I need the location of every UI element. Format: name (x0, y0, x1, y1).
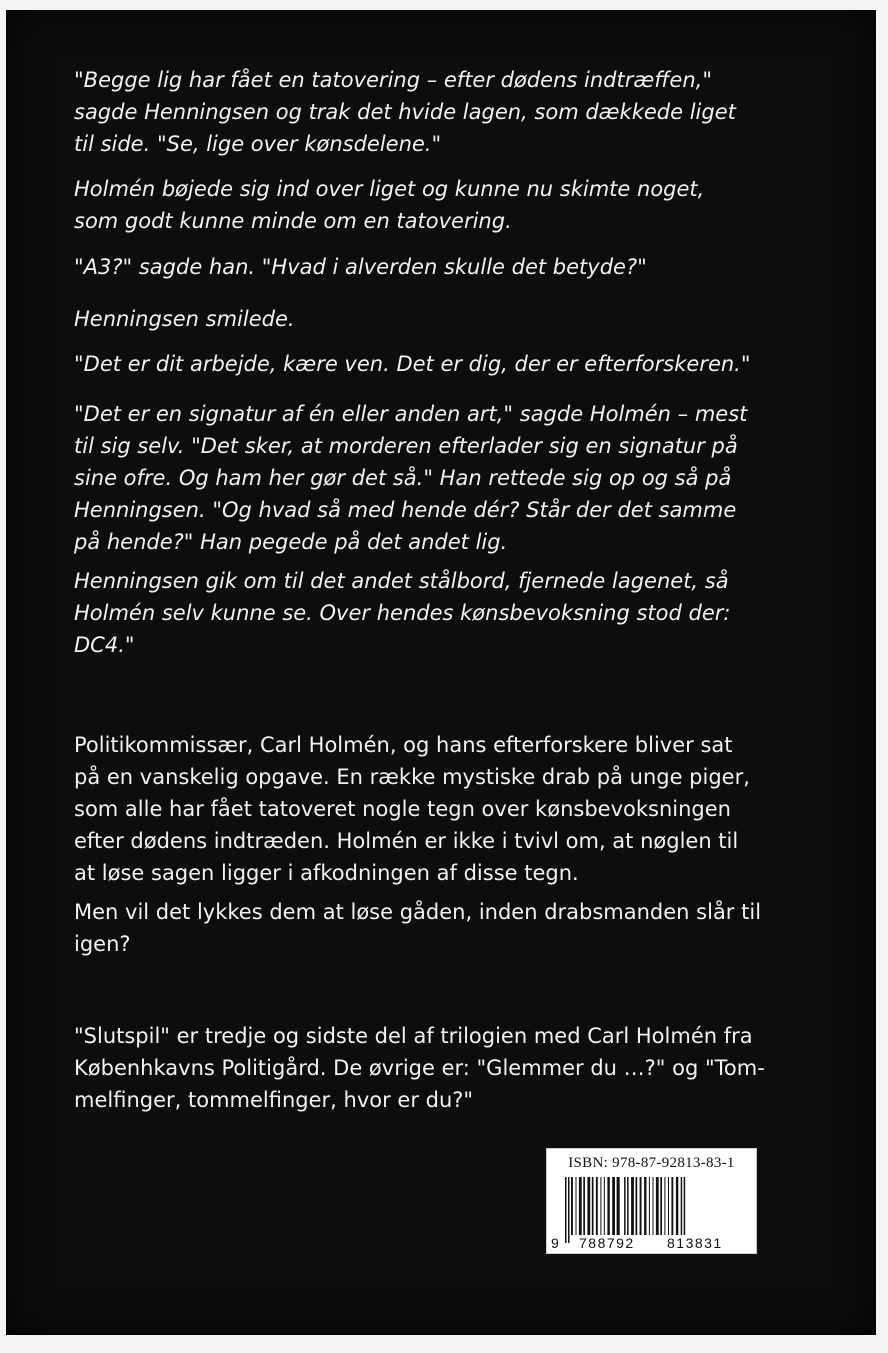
excerpt-paragraph-3 (74, 251, 804, 283)
excerpt-paragraph-1 (74, 64, 804, 160)
barcode-bar (676, 1177, 678, 1235)
barcode-bar (592, 1177, 594, 1235)
barcode-bar (671, 1177, 673, 1235)
text-line: "A3?" sagde han. "Hvad i alverden skulle det betyde?" (74, 255, 647, 279)
excerpt-paragraph-4 (74, 303, 804, 335)
barcode-bar (636, 1177, 638, 1235)
text-line: sagde Henningsen og trak det hvide lagen, som dækkede liget (74, 100, 736, 124)
barcode-left-digits: 788792 (579, 1235, 635, 1251)
barcode-first-digit: 9 (551, 1235, 559, 1251)
text-line: til side. "Se, lige over kønsdelene." (74, 132, 442, 156)
excerpt-paragraph-7 (74, 565, 804, 661)
isbn-label: ISBN: 978-87-92813-83-1 (568, 1155, 735, 1171)
text-line: som godt kunne minde om en tatovering. (74, 209, 512, 233)
barcode-bar (624, 1177, 626, 1243)
text-line: Holmén selv kunne se. Over hendes kønsbevoksning stod der: (74, 601, 731, 625)
barcode-bar (649, 1177, 650, 1235)
barcode-bar (571, 1177, 573, 1235)
barcode-bar (660, 1177, 662, 1235)
synopsis-paragraph-2 (74, 896, 804, 960)
barcode-bar (681, 1177, 683, 1243)
text-line: på en vanskelig opgave. En række mystiske drab på unge piger, (74, 765, 750, 789)
text-line: Men vil det lykkes dem at løse gåden, inden drabsmanden slår til (74, 900, 762, 924)
excerpt-paragraph-2 (74, 173, 804, 237)
barcode-bar (612, 1177, 615, 1235)
text-line: igen? (74, 932, 131, 956)
text-line: at løse sagen ligger i afkodningen af disse tegn. (74, 861, 579, 885)
barcode-bar (684, 1177, 686, 1243)
text-line: som alle har fået tatoveret nogle tegn over kønsbevoksningen (74, 797, 731, 821)
barcode-bar (668, 1177, 669, 1235)
text-line: Henningsen smilede. (74, 307, 295, 331)
barcode-bar (607, 1177, 609, 1235)
text-line: Henningsen gik om til det andet stålbord, fjernede lagenet, så (74, 569, 729, 593)
barcode-bar (604, 1177, 605, 1235)
synopsis-paragraph-1 (74, 729, 804, 889)
text-line: Henningsen. "Og hvad så med hende dér? Står der det samme (74, 498, 737, 522)
text-line: efter dødens indtræden. Holmén er ikke i tvivl om, at nøglen til (74, 829, 739, 853)
text-line: til sig selv. "Det sker, at morderen efterlader sig en signatur på (74, 434, 738, 458)
barcode-bar (576, 1177, 577, 1235)
text-line: "Det er dit arbejde, kære ven. Det er dig, der er efterforskeren." (74, 352, 751, 376)
text-line: DC4." (74, 633, 135, 657)
barcode-bar (640, 1177, 642, 1235)
barcode-bar (656, 1177, 659, 1235)
text-line: sine ofre. Og ham her gør det så." Han rettede sig op og så på (74, 466, 732, 490)
barcode-bar (631, 1177, 634, 1235)
text-line: på hende?" Han pegede på det andet lig. (74, 530, 508, 554)
series-note (74, 1020, 804, 1116)
barcode-right-digits: 813831 (667, 1235, 723, 1251)
barcode-bar (565, 1177, 567, 1243)
barcode-bar (653, 1177, 654, 1235)
text-line: Politikommissær, Carl Holmén, og hans efterforskere bliver sat (74, 733, 733, 757)
text-line: "Begge lig har fået en tatovering – efter dødens indtræffen," (74, 68, 712, 92)
text-line: "Slutspil" er tredje og sidste del af trilogien med Carl Holmén fra (74, 1024, 753, 1048)
barcode-bar (568, 1177, 570, 1243)
text-line: Holmén bøjede sig ind over liget og kunne nu skimte noget, (74, 177, 705, 201)
excerpt-paragraph-5 (74, 348, 804, 380)
isbn-barcode (546, 1148, 757, 1254)
barcode-bar (664, 1177, 665, 1235)
barcode-bar (627, 1177, 629, 1243)
barcode-bar (583, 1177, 585, 1235)
text-line: melfinger, tommelfinger, hvor er du?" (74, 1088, 474, 1112)
barcode-bar (644, 1177, 646, 1235)
barcode-bar (587, 1177, 590, 1235)
text-line: "Det er en signatur af én eller anden art," sagde Holmén – mest (74, 402, 748, 426)
barcode-bar (596, 1177, 598, 1235)
text-line: Københkavns Politigård. De øvrige er: "Glemmer du …?" og "Tom- (74, 1056, 765, 1080)
barcode-bar (579, 1177, 582, 1235)
excerpt-paragraph-6 (74, 398, 804, 558)
barcode-bar (617, 1177, 620, 1235)
barcode-bar (600, 1177, 601, 1235)
